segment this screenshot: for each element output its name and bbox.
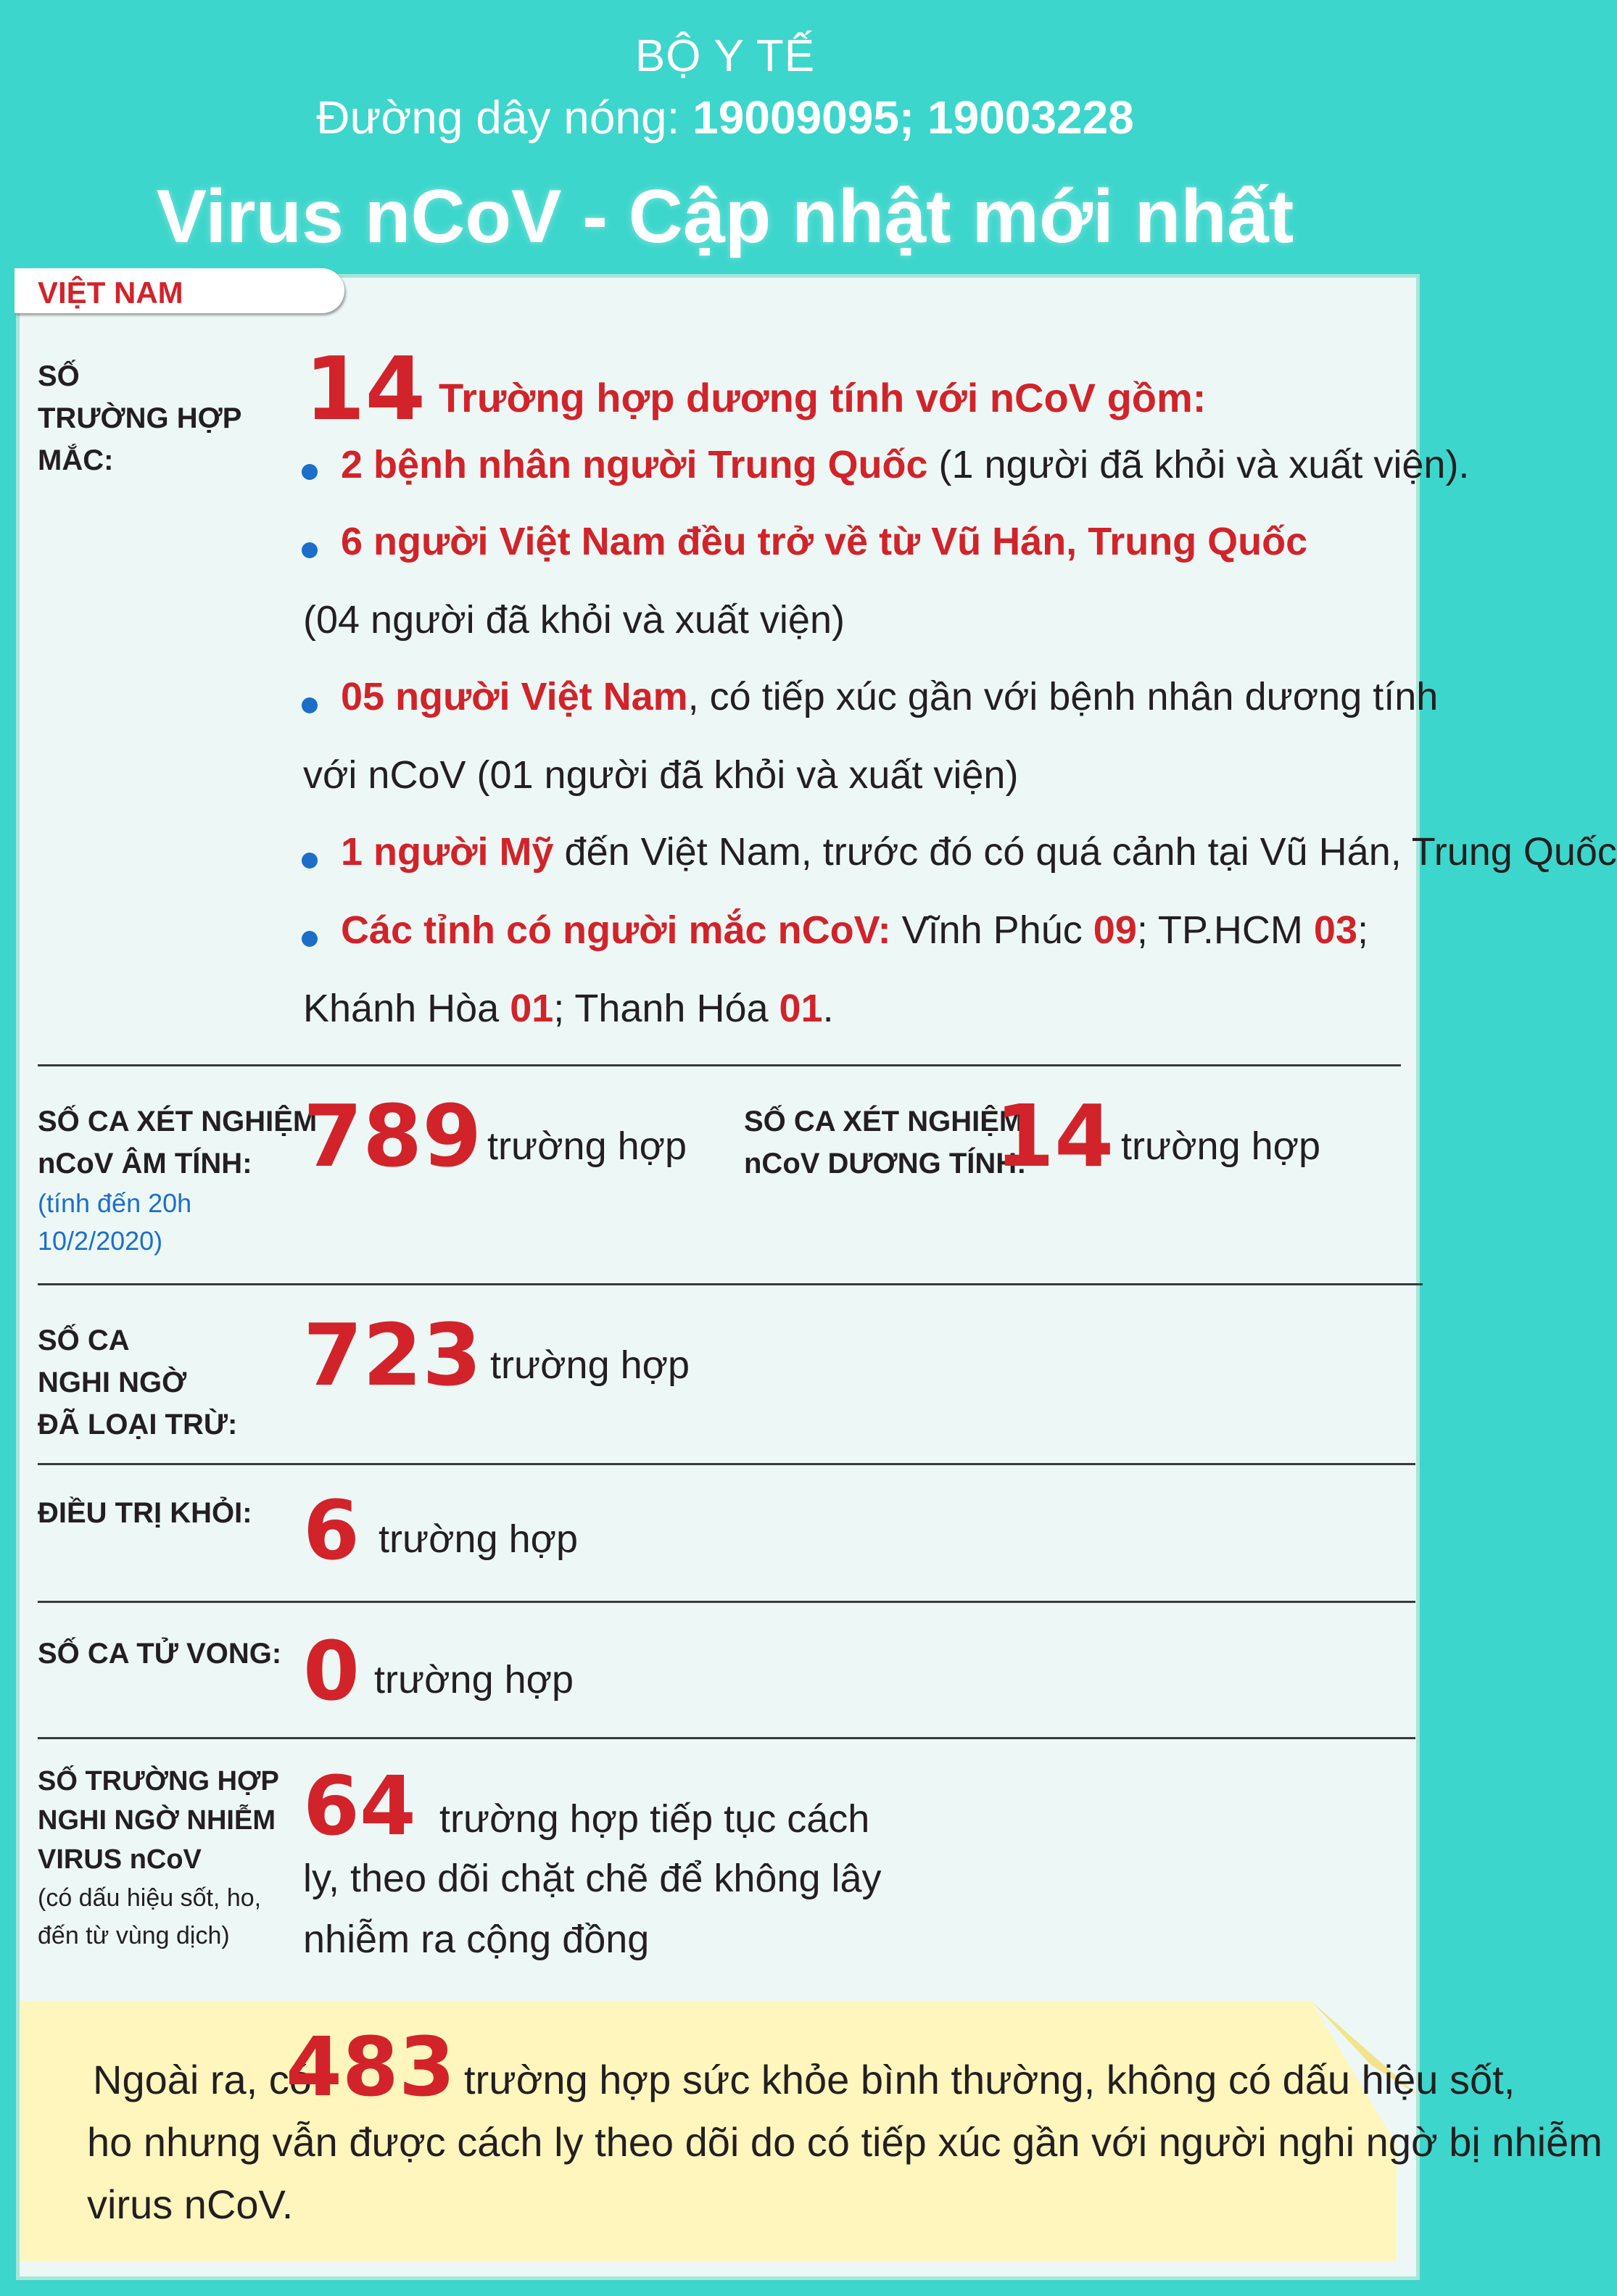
tab-viet-nam: VIỆT NAM [15, 268, 344, 313]
deaths-label: SỐ CA TỬ VONG: [38, 1638, 282, 1670]
bullet-icon [302, 697, 318, 713]
negative-unit: trường hợp [487, 1124, 687, 1168]
recovered-count: 6 [303, 1484, 360, 1578]
excluded-count: 723 [303, 1305, 482, 1405]
recovered-label: ĐIỀU TRỊ KHỎI: [38, 1497, 252, 1529]
bullet-icon [302, 853, 318, 869]
divider [38, 1463, 1415, 1465]
deaths-count: 0 [303, 1625, 360, 1719]
bullet-icon [302, 464, 318, 480]
cases-headline: Trường hợp dương tính với nCoV gồm: [439, 375, 1207, 420]
positive-count: 14 [995, 1086, 1114, 1186]
footer-line-1: trường hợp sức khỏe bình thường, không có dấu hiệu sốt, [464, 2057, 1515, 2102]
case-item-contacts-note: với nCoV (01 người đã khỏi và xuất viện) [303, 753, 1019, 797]
bullet-icon [302, 542, 318, 558]
case-item-provinces-2: Khánh Hòa 01; Thanh Hóa 01. [303, 987, 834, 1030]
divider [38, 1283, 1423, 1285]
case-item-wuhan: 6 người Việt Nam đều trở về từ Vũ Hán, Trung Quốc [341, 520, 1308, 563]
deaths-unit: trường hợp [374, 1658, 574, 1702]
suspected-count: 64 [303, 1760, 416, 1854]
recovered-unit: trường hợp [379, 1517, 579, 1561]
divider [38, 1601, 1415, 1603]
suspected-line-1: trường hợp tiếp tục cách [439, 1797, 870, 1841]
divider [38, 1064, 1401, 1066]
footer-line-3: virus nCoV. [87, 2181, 294, 2227]
content-panel [16, 274, 1420, 2280]
case-item-wuhan-note: (04 người đã khỏi và xuất viện) [303, 598, 845, 642]
hotline-numbers: 19009095; 19003228 [692, 91, 1134, 144]
negative-count: 789 [303, 1086, 482, 1186]
suspected-line-3: nhiễm ra cộng đồng [303, 1918, 650, 1961]
positive-label: SỐ CA XÉT NGHIỆM nCoV DƯƠNG TÍNH: [744, 1106, 1027, 1180]
suspected-label: SỐ TRƯỜNG HỢP NGHI NGỜ NHIỄM VIRUS nCoV (có dấu hiệu sốt, ho, đến từ vùng dịch) [38, 1766, 279, 1949]
organization: BỘ Y TẾ [634, 31, 816, 81]
case-item-chinese: 2 bệnh nhân người Trung Quốc (1 người đã khỏi và xuất viện). [341, 443, 1470, 486]
cases-label: SỐ TRƯỜNG HỢP MẮC: [38, 360, 242, 476]
excluded-unit: trường hợp [490, 1343, 690, 1387]
positive-unit: trường hợp [1121, 1124, 1321, 1168]
bullet-icon [302, 931, 318, 947]
divider [38, 1737, 1415, 1739]
page-title: Virus nCoV - Cập nhật mới nhất [156, 175, 1294, 259]
negative-label: SỐ CA XÉT NGHIỆM nCoV ÂM TÍNH: (tính đến 20h 10/2/2020) [38, 1106, 318, 1256]
excluded-label: SỐ CA NGHI NGỜ ĐÃ LOẠI TRỪ: [38, 1325, 238, 1441]
hotline [0, 91, 1450, 144]
footer-line-2: ho nhưng vẫn được cách ly theo dõi do có tiếp xúc gần với người nghi ngờ bị nhiễm [87, 2119, 1602, 2165]
cases-count: 14 [305, 339, 426, 440]
footer-count: 483 [286, 2021, 455, 2115]
case-item-contacts: 05 người Việt Nam, có tiếp xúc gần với bệnh nhân dương tính [341, 675, 1439, 718]
footer-pre: Ngoài ra, có [93, 2057, 312, 2102]
case-item-provinces: Các tỉnh có người mắc nCoV: Vĩnh Phúc 09; TP.HCM 03; [341, 908, 1369, 952]
hotline-label: Đường dây nóng: [316, 91, 680, 144]
case-item-american: 1 người Mỹ đến Việt Nam, trước đó có quá cảnh tại Vũ Hán, Trung Quốc [341, 830, 1617, 874]
suspected-line-2: ly, theo dõi chặt chẽ để không lây [303, 1857, 882, 1900]
